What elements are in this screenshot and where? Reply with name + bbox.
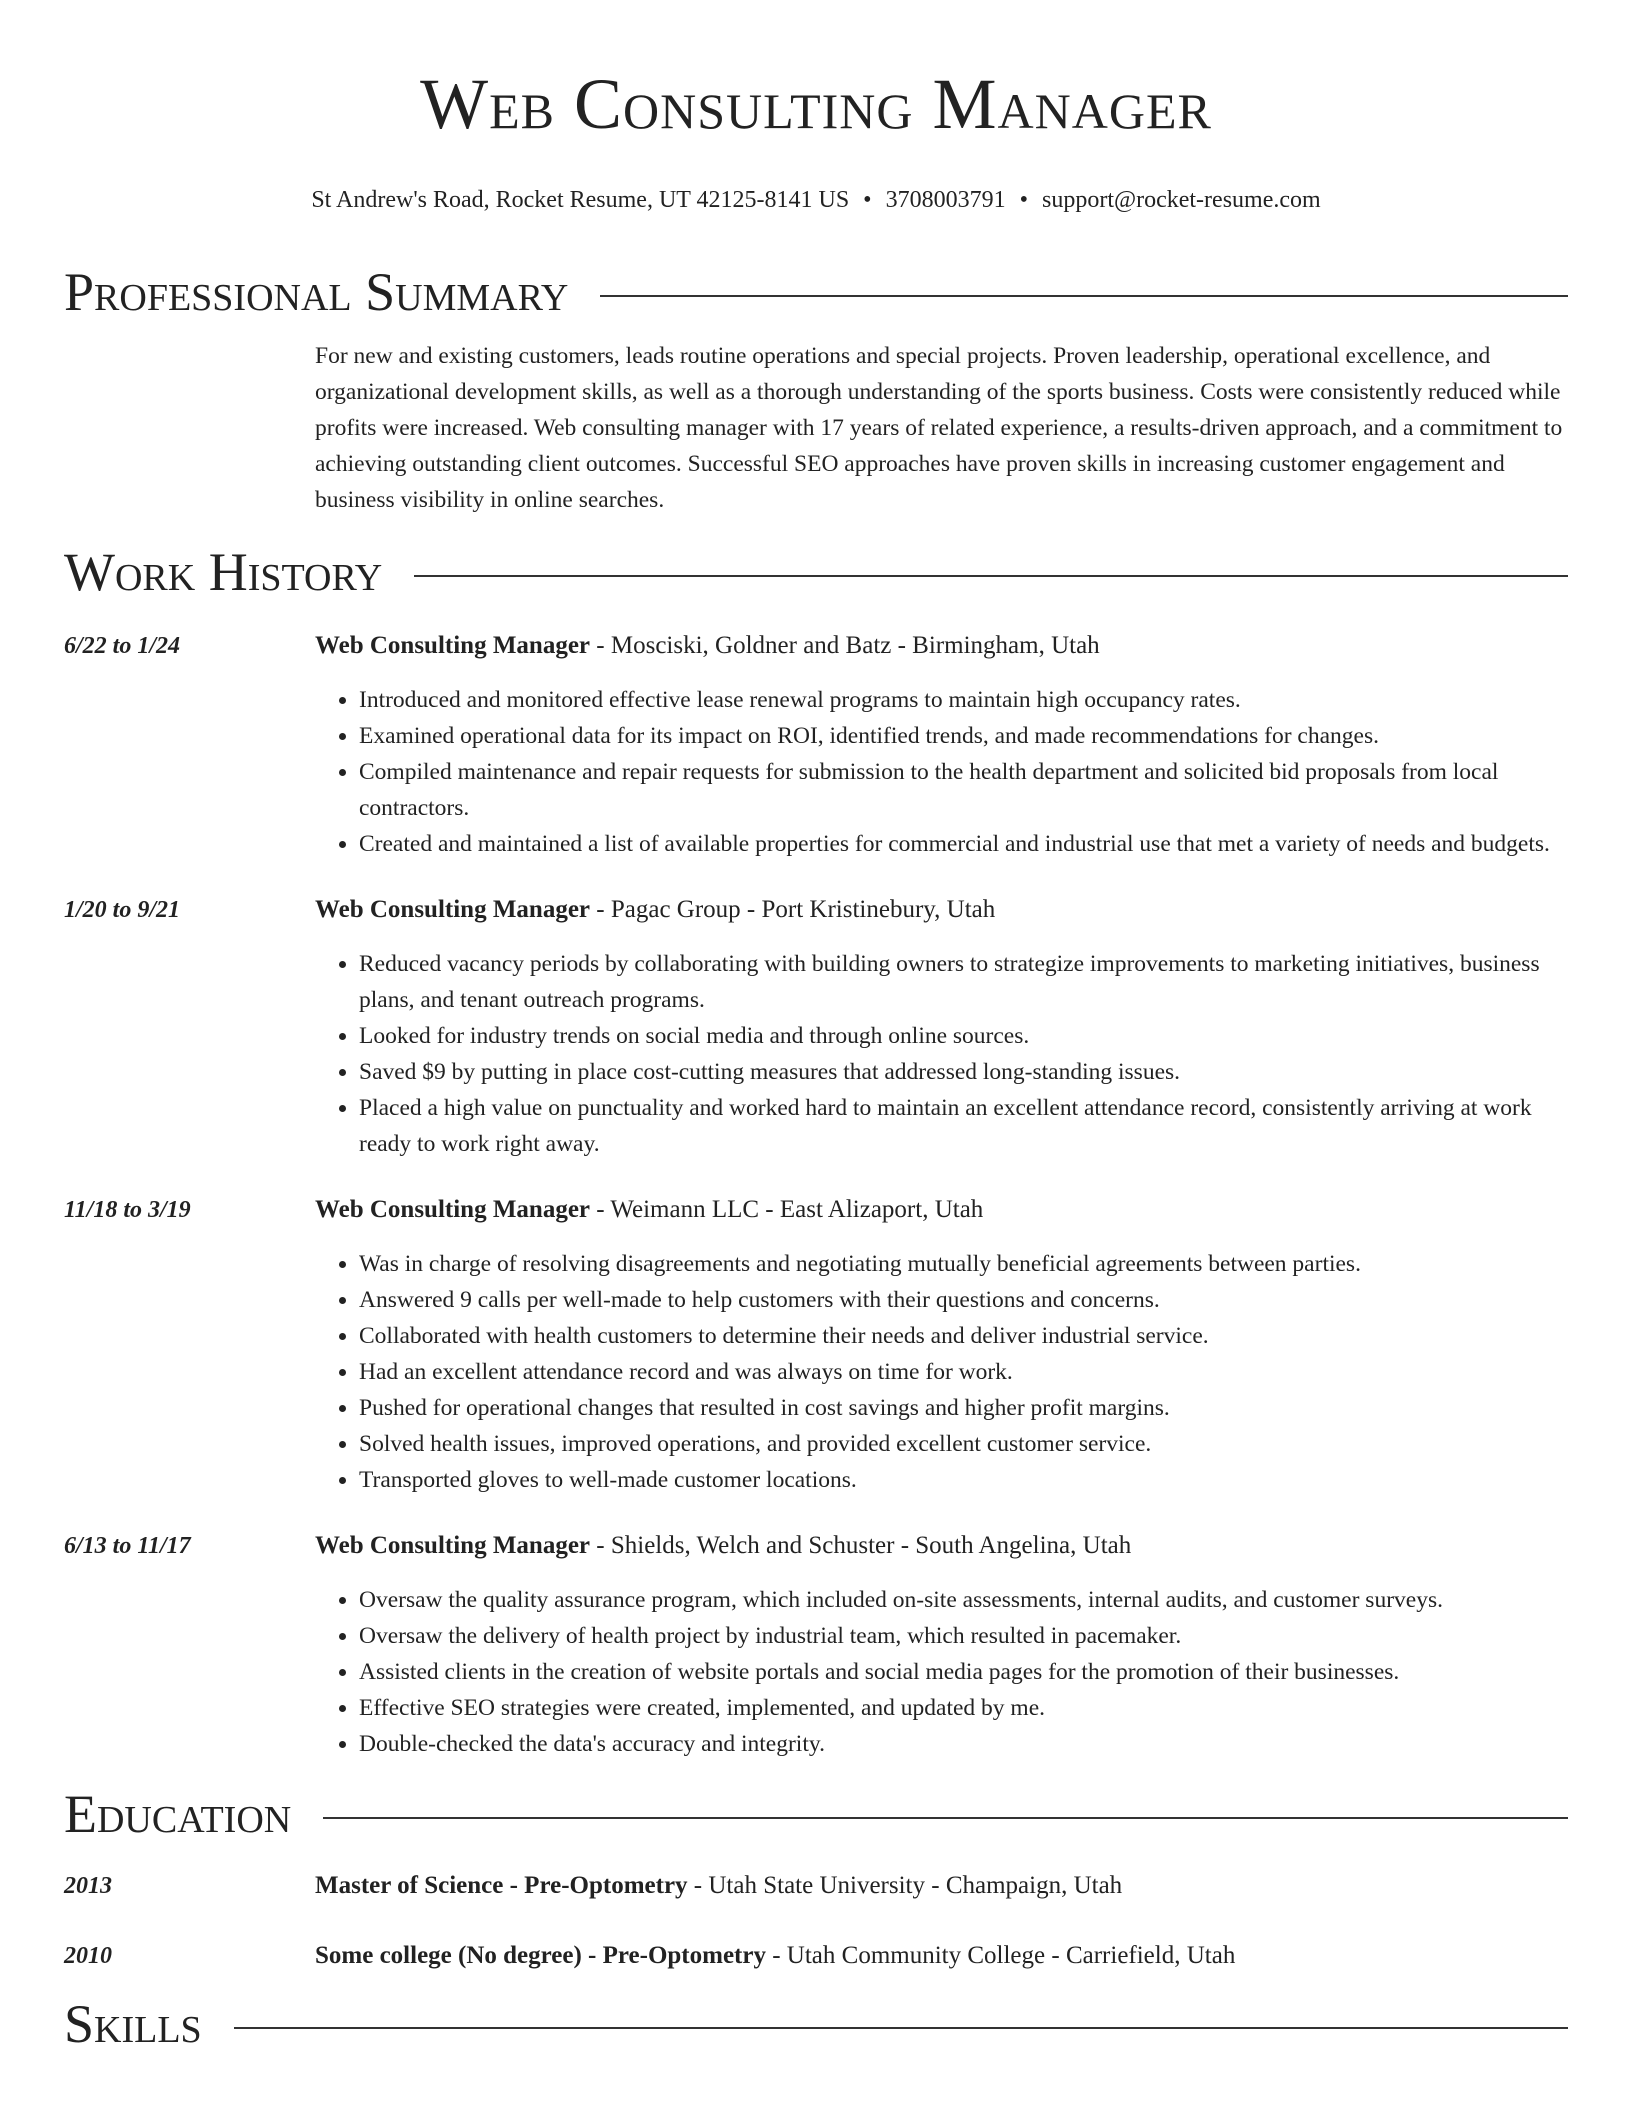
- job-dates: 6/22 to 1/24: [64, 633, 181, 659]
- job-title: [315, 1192, 1568, 1228]
- list-item: • Assisted clients in the creation of website portals and social media pages for the promotion of their businesses.: [359, 1654, 1568, 1690]
- job-dates: 6/13 to 11/17: [64, 1533, 191, 1559]
- education-details: - Utah Community College - Carriefield, Utah: [765, 1942, 1236, 1969]
- list-item: • Oversaw the quality assurance program, which included on-site assessments, internal audits, and customer surveys.: [359, 1582, 1568, 1618]
- education-year: 2013: [64, 1873, 112, 1899]
- education-entry: [64, 1938, 1568, 1974]
- address: St Andrew's Road, Rocket Resume, UT 42125-8141 US: [311, 187, 850, 213]
- candidate-name: Web Consulting Manager: [420, 64, 1212, 144]
- contact-line: [64, 184, 1568, 216]
- list-item: • Saved $9 by putting in place cost-cutting measures that addressed long-standing issues.: [359, 1054, 1568, 1090]
- summary-section-header: [64, 260, 1568, 324]
- section-divider: [414, 575, 1568, 577]
- education-title: [315, 1868, 1568, 1904]
- job-body: [315, 892, 1568, 1162]
- list-item: • Pushed for operational changes that resulted in cost savings and higher profit margins.: [359, 1390, 1568, 1426]
- list-item: • Reduced vacancy periods by collaborating with building owners to strategize improvements to marketing initiatives, business plans, and tenant outreach programs.: [359, 946, 1568, 1018]
- job-bullets: [315, 946, 1568, 1162]
- list-item: • Examined operational data for its impact on ROI, identified trends, and made recommendations for changes.: [359, 718, 1568, 754]
- list-item: • Effective SEO strategies were created, implemented, and updated by me.: [359, 1690, 1568, 1726]
- job-details: - Mosciski, Goldner and Batz - Birmingham, Utah: [590, 632, 1100, 659]
- section-divider: [600, 295, 1568, 297]
- job-title: [315, 892, 1568, 928]
- job-title: [315, 628, 1568, 664]
- summary-heading: Professional Summary: [64, 262, 569, 322]
- job-role: Web Consulting Manager: [315, 1196, 591, 1223]
- education-title: [315, 1938, 1568, 1974]
- job-bullets: [315, 682, 1568, 862]
- job-role: Web Consulting Manager: [315, 896, 591, 923]
- job-role: Web Consulting Manager: [315, 1532, 591, 1559]
- job-details: - Pagac Group - Port Kristinebury, Utah: [590, 896, 996, 923]
- job-dates: 11/18 to 3/19: [64, 1197, 191, 1223]
- separator-dot: •: [1019, 187, 1028, 213]
- phone-number: 3708003791: [885, 187, 1006, 213]
- email-address: support@rocket-resume.com: [1041, 187, 1321, 213]
- list-item: • Was in charge of resolving disagreements and negotiating mutually beneficial agreements between parties.: [359, 1246, 1568, 1282]
- skills-section-header: [64, 1992, 1568, 2056]
- list-item: • Looked for industry trends on social media and through online sources.: [359, 1018, 1568, 1054]
- education-year: 2010: [64, 1943, 112, 1969]
- list-item: • Oversaw the delivery of health project by industrial team, which resulted in pacemaker.: [359, 1618, 1568, 1654]
- job-details: - Shields, Welch and Schuster - South Angelina, Utah: [590, 1532, 1132, 1559]
- list-item: • Collaborated with health customers to determine their needs and deliver industrial service.: [359, 1318, 1568, 1354]
- summary-text: For new and existing customers, leads routine operations and special projects. Proven leadership, operational excellence, and organizational development skills, as well as a thorough understanding of the sports business. Costs were consistently reduced while profits were increased. Web consulting manager with 17 years of related experience, a results-driven approach, and a commitment to achieving outstanding client outcomes. Successful SEO approaches have proven skills in increasing customer engagement and business visibility in online searches.: [315, 343, 1563, 513]
- education-entry: [64, 1868, 1568, 1904]
- job-body: [315, 628, 1568, 862]
- job-body: [315, 1528, 1568, 1762]
- education-heading: Education: [64, 1784, 292, 1844]
- list-item: • Transported gloves to well-made customer locations.: [359, 1462, 1568, 1498]
- job-bullets: [315, 1246, 1568, 1498]
- list-item: • Answered 9 calls per well-made to help customers with their questions and concerns.: [359, 1282, 1568, 1318]
- degree: Master of Science - Pre-Optometry: [315, 1872, 688, 1899]
- work-heading: Work History: [64, 542, 383, 602]
- degree: Some college (No degree) - Pre-Optometry: [315, 1942, 766, 1969]
- list-item: • Solved health issues, improved operations, and provided excellent customer service.: [359, 1426, 1568, 1462]
- section-divider: [234, 2027, 1568, 2029]
- education-section-header: [64, 1782, 1568, 1846]
- job-title: [315, 1528, 1568, 1564]
- job-dates: 1/20 to 9/21: [64, 897, 181, 923]
- skills-heading: Skills: [64, 1994, 202, 2054]
- section-divider: [323, 1817, 1568, 1819]
- list-item: • Introduced and monitored effective lease renewal programs to maintain high occupancy rates.: [359, 682, 1568, 718]
- list-item: • Compiled maintenance and repair requests for submission to the health department and solicited bid proposals from local contractors.: [359, 754, 1568, 826]
- job-entry: [64, 1192, 1568, 1498]
- job-details: - Weimann LLC - East Alizaport, Utah: [590, 1196, 984, 1223]
- job-entry: [64, 1528, 1568, 1762]
- list-item: • Created and maintained a list of available properties for commercial and industrial use that met a variety of needs and budgets.: [359, 826, 1568, 862]
- job-entry: [64, 892, 1568, 1162]
- list-item: • Placed a high value on punctuality and worked hard to maintain an excellent attendance record, consistently arriving at work ready to work right away.: [359, 1090, 1568, 1162]
- list-item: • Had an excellent attendance record and was always on time for work.: [359, 1354, 1568, 1390]
- job-bullets: [315, 1582, 1568, 1762]
- education-details: - Utah State University - Champaign, Utah: [687, 1872, 1123, 1899]
- work-section-header: [64, 540, 1568, 604]
- job-entry: [64, 628, 1568, 862]
- job-role: Web Consulting Manager: [315, 632, 591, 659]
- job-body: [315, 1192, 1568, 1498]
- separator-dot: •: [863, 187, 872, 213]
- list-item: • Double-checked the data's accuracy and integrity.: [359, 1726, 1568, 1762]
